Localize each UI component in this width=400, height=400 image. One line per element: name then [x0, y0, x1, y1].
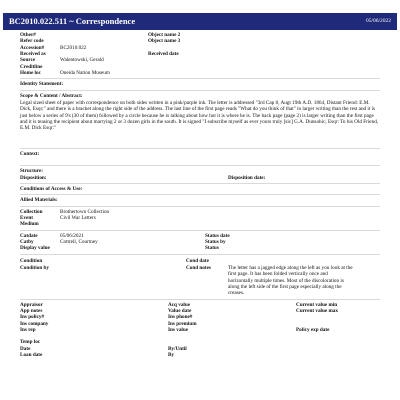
catby-label: Catby	[20, 238, 34, 245]
print-date: 05/06/2022	[365, 18, 391, 25]
status-label: Status	[205, 245, 219, 252]
source-value: Walentowski, Gerald	[60, 57, 104, 64]
current-value-max-label: Current value max	[296, 308, 338, 314]
financial-section	[20, 299, 380, 359]
date-label: Date	[20, 345, 31, 352]
condition-label: Condition	[20, 257, 43, 264]
condition-section	[20, 254, 380, 297]
policy-exp-label: Policy exp date	[296, 327, 330, 334]
cond-date-label: Cond date	[186, 257, 209, 264]
scope-label: Scope & Content / Abstract:	[20, 92, 83, 99]
ins-phone-label: Ins phone#	[168, 314, 193, 321]
object-name3-label: Object name 3	[148, 38, 181, 45]
collection-value: Brothertown Collection	[60, 208, 110, 215]
source-label: Source	[20, 57, 36, 64]
disposition-label: Disposition:	[20, 174, 47, 181]
home-loc-value: Oneida Nation Museum	[60, 70, 110, 77]
cond-notes-label: Cond notes	[186, 264, 211, 271]
by-until-label: By/Until	[168, 345, 187, 352]
received-as-label: Received as	[20, 51, 46, 58]
context-label: Context:	[20, 150, 40, 157]
catdate-value: 05/06/2021	[60, 232, 84, 239]
catby-value: Cottrell, Courtney	[60, 238, 98, 245]
row-home-loc	[20, 70, 380, 76]
temp-loc-label: Temp loc	[20, 339, 41, 346]
ins-policy-label: Ins policy#	[20, 314, 45, 321]
record-header	[3, 13, 397, 30]
ins-value-label: Ins value	[168, 327, 189, 334]
app-notes-label: App notes	[20, 308, 43, 314]
received-date-label: Received date	[148, 51, 179, 58]
acq-value-label: Acq value	[168, 301, 191, 308]
record-body	[20, 32, 380, 358]
allied-section	[20, 194, 380, 203]
display-value-label: Display value	[20, 245, 50, 252]
ins-premium-label: Ins premium	[168, 320, 197, 327]
appraisor-label: Appraisor	[20, 301, 43, 308]
identity-statement-section	[20, 78, 380, 87]
disposition-date-label: Disposition date:	[228, 174, 266, 181]
cond-notes-value: The letter has a jagged edge along the left as you look at the first page. It has been folded vertically once and horizontally multiple times. Most of the discoloration is along the left side of the first page especially along the creases.	[228, 264, 353, 297]
loan-date-label: Loan date	[20, 352, 43, 359]
status-date-label: Status date	[205, 232, 230, 239]
value-date-label: Value date	[168, 308, 192, 314]
identity-statement-label: Identity Statement:	[20, 81, 64, 88]
collection-section	[20, 206, 380, 228]
event-label: Event	[20, 214, 33, 221]
status-by-label: Status by	[205, 238, 226, 245]
current-value-min-label: Current value min	[296, 301, 338, 308]
event-value: Civil War Letters	[60, 214, 96, 221]
other-num-label: Other#	[20, 32, 36, 38]
accession-value: BC2010.022	[60, 44, 87, 51]
accession-label: Accession#	[20, 44, 45, 51]
record-title: BC2010.022.511 ~ Correspondence	[9, 16, 136, 27]
structure-label: Structure:	[20, 168, 43, 175]
refer-code-label: Refer code	[20, 38, 44, 45]
scope-text: Legal sized sheet of paper with correspondence on both sides written in a pink/purple ink. The letter is addressed "3rd Cap 8, Augt 19th A.D. 1864, Distant Friend: E.M. Dick, Esqr;" and there is a bracket along the right side of the address. The last line of the first page reads "What do you think of that" in larger writing than the rest and it is just below a series of 9's (30 of them) followed by a circle because he is talking about how hot it is where he is. The back page (page 2) is larger writing than the first page and it is teasing the recipient about marrying 2 or 3 dozen girls in the south. It is signed "I subscribe myself as ever yours truly [sic] G.A. Dunsohic, Esqr: To his Old Friend, E.M. Dick Esqr:"	[20, 100, 379, 132]
object-name2-label: Object name 2	[148, 32, 181, 38]
collection-label: Collection	[20, 208, 43, 215]
allied-label: Allied Materials:	[20, 197, 58, 204]
context-section	[20, 148, 380, 163]
ins-rep-label: Ins rep	[20, 327, 36, 334]
ins-company-label: Ins company	[20, 320, 49, 327]
scope-section	[20, 90, 380, 146]
home-loc-label: Home loc	[20, 70, 41, 77]
condition-by-label: Condition by	[20, 264, 49, 271]
by-label: By	[168, 352, 175, 359]
structure-section	[20, 165, 380, 181]
conditions-label: Conditions of Access & Use:	[20, 185, 83, 192]
medium-label: Medium	[20, 221, 39, 228]
creditline-label: Creditline	[20, 63, 43, 70]
catdate-label: Catdate	[20, 232, 38, 239]
catalog-section	[20, 230, 380, 252]
conditions-section	[20, 183, 380, 192]
